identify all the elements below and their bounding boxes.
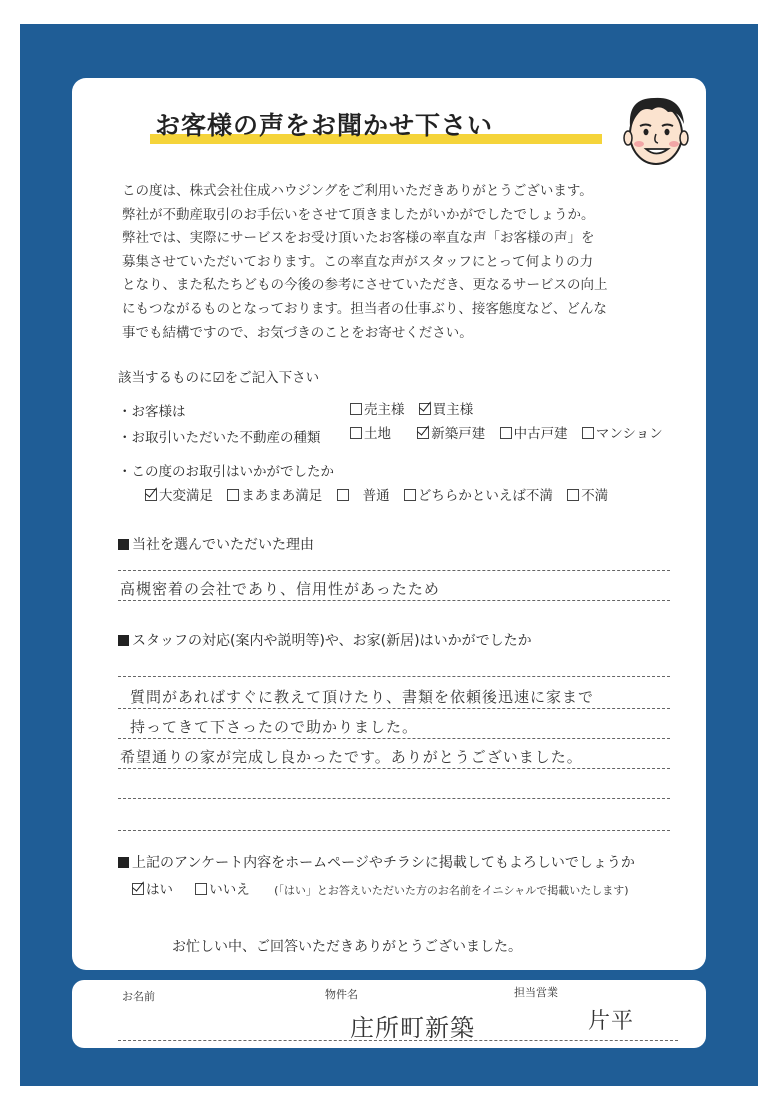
answer-line bbox=[118, 798, 670, 799]
answer-line bbox=[118, 708, 670, 709]
checkbox-checked[interactable] bbox=[132, 883, 144, 895]
option-no[interactable]: いいえ bbox=[195, 882, 250, 898]
answer-line bbox=[118, 738, 670, 739]
publish-heading: 上記のアンケート内容をホームページやチラシに掲載してもよろしいでしょうか bbox=[118, 852, 635, 872]
checkbox[interactable] bbox=[195, 883, 207, 895]
intro-line: 募集させていただいております。この率直な声がスタッフにとって何よりの力 bbox=[122, 253, 594, 270]
staff-answer-line[interactable]: 質問があればすぐに教えて頂けたり、書類を依頼後迅速に家まで bbox=[130, 688, 595, 706]
thanks-text: お忙しい中、ご回答いただきありがとうございました。 bbox=[172, 939, 522, 955]
option-seller[interactable]: 売主様 bbox=[350, 402, 405, 418]
checkbox[interactable] bbox=[500, 427, 512, 439]
checkbox[interactable] bbox=[404, 489, 416, 501]
satisfaction-options bbox=[145, 484, 618, 504]
square-bullet-icon bbox=[118, 539, 129, 550]
square-bullet-icon bbox=[118, 635, 129, 646]
agent-label: 担当営業 bbox=[514, 986, 558, 999]
option-dissatisfied[interactable]: 不満 bbox=[567, 488, 608, 504]
publish-options bbox=[132, 878, 629, 898]
property-value[interactable]: 庄所町新築 bbox=[350, 1014, 475, 1042]
checkbox[interactable] bbox=[350, 403, 362, 415]
intro-line: 事でも結構ですので、お気づきのことをお寄せください。 bbox=[122, 324, 473, 341]
staff-face-icon bbox=[618, 88, 694, 170]
reason-heading: 当社を選んでいただいた理由 bbox=[118, 534, 314, 554]
intro-text bbox=[122, 180, 607, 345]
option-land[interactable]: 土地 bbox=[350, 426, 391, 442]
staff-heading: スタッフの対応(案内や説明等)や、お家(新居)はいかがでしたか bbox=[118, 630, 532, 650]
intro-line: となり、また私たちどもの今後の参考にさせていただき、更なるサービスの向上 bbox=[122, 277, 608, 294]
agent-value[interactable]: 片平 bbox=[588, 1009, 635, 1034]
publish-note: (「はい」とお答えいただいた方のお名前をイニシャルで掲載いたします) bbox=[274, 884, 629, 897]
checkbox[interactable] bbox=[582, 427, 594, 439]
answer-line bbox=[118, 570, 670, 571]
option-condo[interactable]: マンション bbox=[582, 426, 663, 442]
property-type-label: ・お取引いただいた不動産の種類 bbox=[118, 430, 321, 446]
answer-line bbox=[118, 830, 670, 831]
option-buyer[interactable]: 買主様 bbox=[419, 402, 474, 418]
checkbox-checked[interactable] bbox=[417, 427, 429, 439]
answer-line bbox=[118, 600, 670, 601]
square-bullet-icon bbox=[118, 857, 129, 868]
checkbox[interactable] bbox=[350, 427, 362, 439]
answer-line bbox=[118, 768, 670, 769]
option-fairly-satisfied[interactable]: まあまあ満足 bbox=[227, 488, 322, 504]
staff-answer-line[interactable]: 持ってきて下さったので助かりました。 bbox=[130, 718, 419, 736]
option-somewhat-dissatisfied[interactable]: どちらかといえば不満 bbox=[404, 488, 553, 504]
option-yes[interactable]: はい bbox=[132, 882, 173, 898]
checkbox[interactable] bbox=[227, 489, 239, 501]
page-title: お客様の声をお聞かせ下さい bbox=[155, 111, 494, 140]
customer-type-label: ・お客様は bbox=[118, 404, 186, 420]
intro-line: 弊社では、実際にサービスをお受け頂いたお客様の率直な声「お客様の声」を bbox=[122, 230, 595, 247]
intro-line: 弊社が不動産取引のお手伝いをさせて頂きましたがいかがでしたでしょうか。 bbox=[122, 206, 595, 223]
instruction-text: 該当するものに☑をご記入下さい bbox=[118, 370, 320, 386]
property-type-options bbox=[350, 422, 673, 442]
name-label: お名前 bbox=[122, 990, 155, 1003]
option-very-satisfied[interactable]: 大変満足 bbox=[145, 488, 213, 504]
intro-line: この度は、株式会社住成ハウジングをご利用いただきありがとうございます。 bbox=[122, 183, 593, 199]
satisfaction-label: ・この度のお取引はいかがでしたか bbox=[118, 464, 334, 480]
customer-type-options bbox=[350, 398, 483, 418]
reason-answer[interactable]: 高槻密着の会社であり、信用性があったため bbox=[120, 580, 440, 598]
option-used-house[interactable]: 中古戸建 bbox=[500, 426, 568, 442]
property-label: 物件名 bbox=[325, 988, 358, 1001]
checkbox-checked[interactable] bbox=[145, 489, 157, 501]
intro-line: にもつながるものとなっております。担当者の仕事ぶり、接客態度など、どんな bbox=[122, 300, 607, 317]
checkbox[interactable] bbox=[337, 489, 349, 501]
answer-line bbox=[118, 676, 670, 677]
option-new-house[interactable]: 新築戸建 bbox=[417, 426, 485, 442]
checkbox-checked[interactable] bbox=[419, 403, 431, 415]
footer-line bbox=[118, 1040, 678, 1041]
option-normal[interactable]: 普通 bbox=[337, 488, 390, 504]
checkbox[interactable] bbox=[567, 489, 579, 501]
staff-answer-line[interactable]: 希望通りの家が完成し良かったです。ありがとうございました。 bbox=[120, 748, 583, 766]
